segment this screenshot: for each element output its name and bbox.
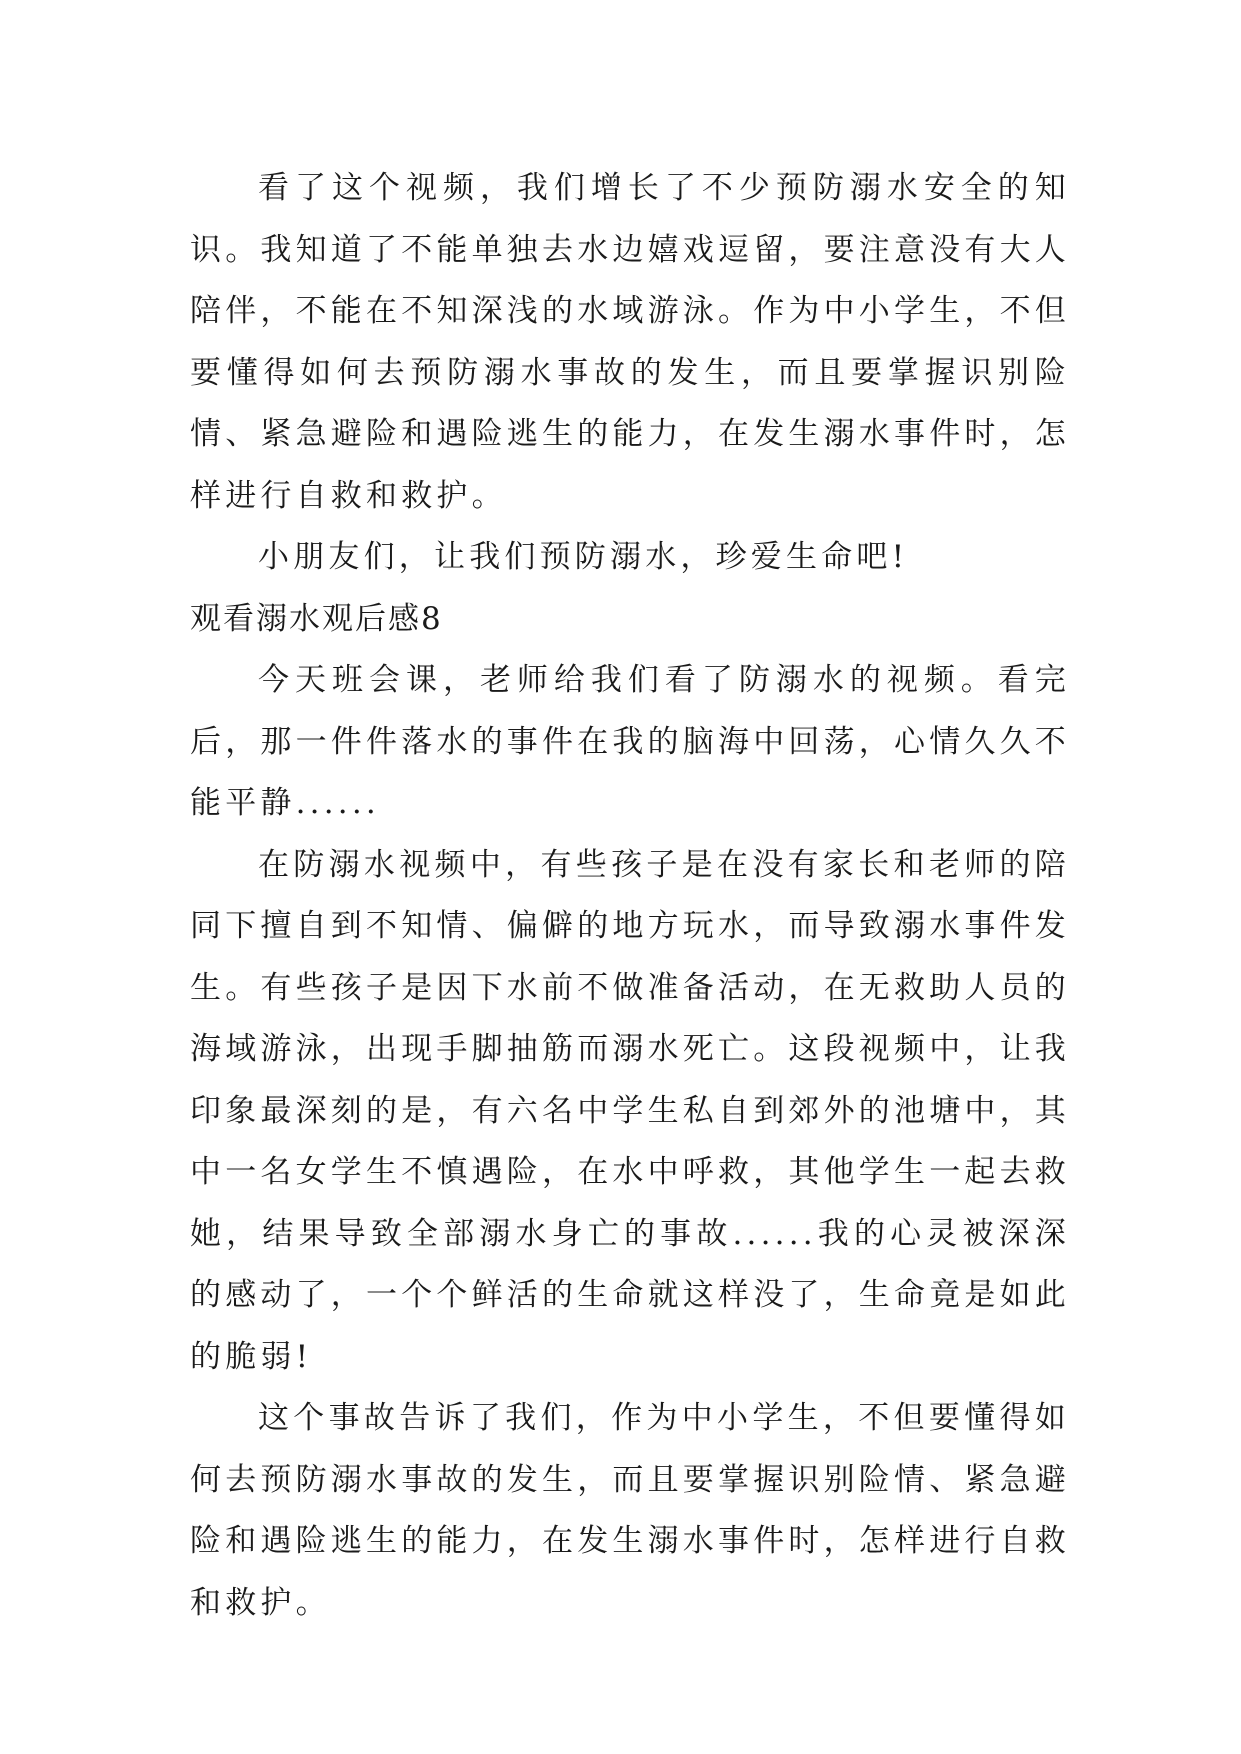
paragraph: 在防溺水视频中，有些孩子是在没有家长和老师的陪同下擅自到不知情、偏僻的地方玩水，而导致溺水事件发生。有些孩子是因下水前不做准备活动，在无救助人员的海域游泳，出现手脚抽筋而溺水死亡。这段视频中，让我印象最深刻的是，有六名中学生私自到郊外的池塘中，其中一名女学生不慎遇险，在水中呼救，其他学生一起去救她，结果导致全部溺水身亡的事故......我的心灵被深深的感动了，一个个鲜活的生命就这样没了，生命竟是如此的脆弱! <box>190 846 1070 1375</box>
paragraph: 看了这个视频，我们增长了不少预防溺水安全的知识。我知道了不能单独去水边嬉戏逗留，要注意没有大人陪伴，不能在不知深浅的水域游泳。作为中小学生，不但要懂得如何去预防溺水事故的发生，而且要掌握识别险情、紧急避险和遇险逃生的能力，在发生溺水事件时，怎样进行自救和救护。 <box>190 170 1070 514</box>
paragraph: 今天班会课，老师给我们看了防溺水的视频。看完后，那一件件落水的事件在我的脑海中回荡，心情久久不能平静...... <box>190 662 1070 821</box>
document-body <box>190 158 1070 1634</box>
paragraph: 小朋友们，让我们预防溺水，珍爱生命吧! <box>258 539 909 575</box>
section-title: 观看溺水观后感8 <box>190 600 443 637</box>
paragraph: 这个事故告诉了我们，作为中小学生，不但要懂得如何去预防溺水事故的发生，而且要掌握识别险情、紧急避险和遇险逃生的能力，在发生溺水事件时，怎样进行自救和救护。 <box>190 1400 1070 1621</box>
